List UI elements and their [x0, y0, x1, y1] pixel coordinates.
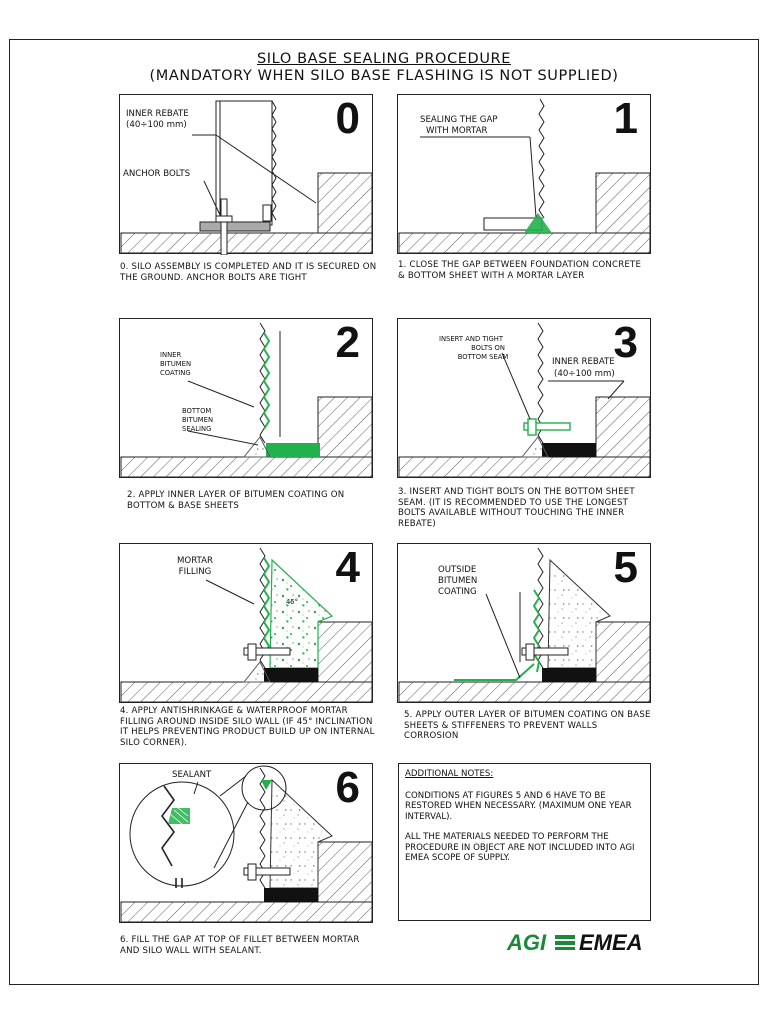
step-number: 3	[613, 318, 638, 367]
with-mortar-label: WITH MORTAR	[426, 126, 488, 136]
step-5-panel	[397, 543, 651, 703]
logo-left-text: AGI	[507, 930, 547, 955]
step-number: 6	[335, 763, 360, 812]
step-4-panel	[119, 543, 373, 703]
step-0-panel	[119, 94, 373, 254]
rebate-range-label: (40÷100 mm)	[126, 120, 187, 130]
anchor-bolts-label: ANCHOR BOLTS	[123, 169, 191, 179]
outside-label: OUTSIDE	[438, 565, 477, 575]
logo-bars-icon	[555, 934, 577, 950]
logo-right-text: EMEA	[579, 930, 643, 955]
step-number: 0	[335, 94, 360, 143]
bolts-on-label: BOLTS ON	[471, 344, 505, 352]
inner-rebate-label: INNER REBATE	[126, 109, 189, 119]
step-0-caption: 0. SILO ASSEMBLY IS COMPLETED AND IT IS SECURED ON THE GROUND. ANCHOR BOLTS ARE TIGHT	[120, 262, 377, 283]
angle-label: 45°	[286, 598, 299, 606]
page-subtitle: (MANDATORY WHEN SILO BASE FLASHING IS NOT SUPPLIED)	[149, 68, 619, 84]
bitumen-label: BITUMEN	[160, 360, 192, 368]
mortar-label: MORTAR	[177, 556, 213, 566]
coating-label: COATING	[438, 587, 477, 597]
filling-label: FILLING	[178, 567, 212, 577]
step-number: 5	[613, 543, 638, 592]
inner-rebate-label: INNER REBATE	[552, 357, 615, 367]
rebate-range-label: (40÷100 mm)	[554, 369, 615, 379]
step-number: 1	[613, 94, 638, 143]
step-5-caption: 5. APPLY OUTER LAYER OF BITUMEN COATING ON BASE SHEETS & STIFFENERS TO PREVENT WALLS CORROSION	[404, 710, 651, 741]
step-1-panel	[397, 94, 651, 254]
notes-paragraph-2: ALL THE MATERIALS NEEDED TO PERFORM THE PROCEDURE IN OBJECT ARE NOT INCLUDED INTO AGI EMEA SCOPE OF SUPPLY.	[405, 832, 635, 863]
bottom-seam-label: BOTTOM SEAM	[457, 353, 509, 361]
step-4-caption: 4. APPLY ANTISHRINKAGE & WATERPROOF MORTAR FILLING AROUND INSIDE SILO WALL (IF 45° INCLINATION IT HELPS PREVENTING PRODUCT BUILD UP ON INTERNAL SILO CORNER).	[120, 706, 375, 748]
step-number: 2	[335, 318, 360, 367]
step-6-caption: 6. FILL THE GAP AT TOP OF FILLET BETWEEN MORTAR AND SILO WALL WITH SEALANT.	[120, 935, 360, 956]
step-6-panel	[119, 763, 373, 923]
step-1-caption: 1. CLOSE THE GAP BETWEEN FOUNDATION CONCRETE & BOTTOM SHEET WITH A MORTAR LAYER	[398, 260, 642, 281]
sealing-gap-label: SEALING THE GAP	[420, 115, 498, 125]
step-2-caption: 2. APPLY INNER LAYER OF BITUMEN COATING ON BOTTOM & BASE SHEETS	[127, 490, 345, 511]
step-3-panel	[397, 318, 651, 478]
step-3-caption: 3. INSERT AND TIGHT BOLTS ON THE BOTTOM SHEET SEAM. (IT IS RECOMMENDED TO USE THE LONGEST BOLTS AVAILABLE WITHOUT TOUCHING THE INNER REBATE)	[398, 487, 635, 529]
agi-emea-logo	[507, 930, 655, 956]
bitumen2-label: BITUMEN	[182, 416, 214, 424]
step-2-panel	[119, 318, 373, 478]
notes-paragraph-1: CONDITIONS AT FIGURES 5 AND 6 HAVE TO BE RESTORED WHEN NECESSARY. (MAXIMUM ONE YEAR INTERVAL).	[405, 790, 632, 822]
sealing-label: SEALING	[182, 425, 212, 433]
bottom-label: BOTTOM	[182, 407, 212, 415]
additional-notes-box	[398, 763, 651, 921]
page-title: SILO BASE SEALING PROCEDURE	[257, 51, 511, 67]
coating-label: COATING	[160, 369, 191, 377]
sealant-label: SEALANT	[172, 770, 212, 780]
insert-bolts-label: INSERT AND TIGHT	[438, 335, 504, 343]
notes-heading: ADDITIONAL NOTES:	[405, 769, 494, 779]
inner-label: INNER	[160, 351, 182, 359]
bitumen-label: BITUMEN	[438, 576, 478, 586]
step-number: 4	[335, 543, 360, 592]
